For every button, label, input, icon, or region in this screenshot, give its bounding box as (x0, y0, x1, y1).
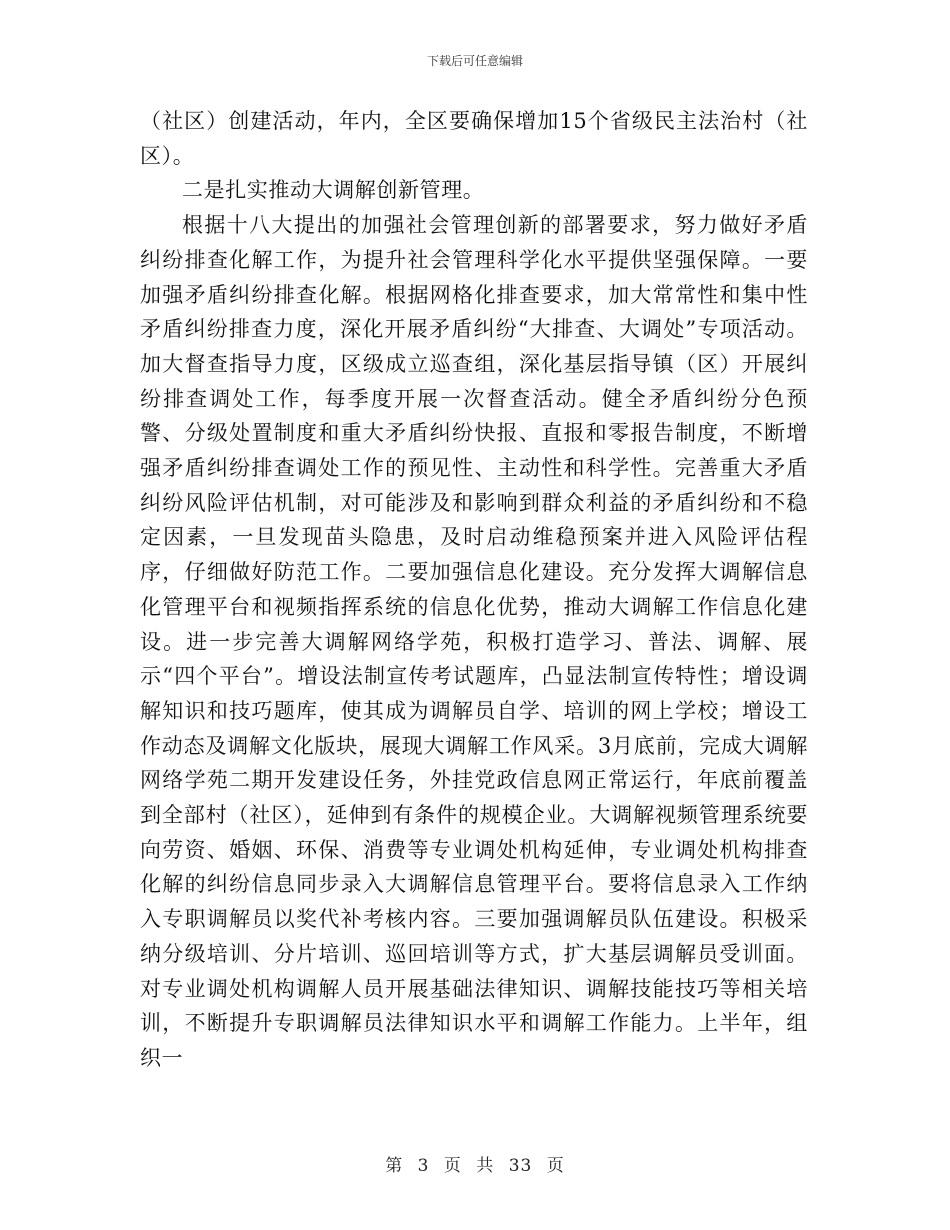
paragraph-section-heading: 二是扎实推动大调解创新管理。 (182, 178, 485, 203)
paragraph-main: 根据十八大提出的加强社会管理创新的部署要求，努力做好矛盾纠纷排查化解工作，为提升社会管理科学化水平提供坚强保障。一要加强矛盾纠纷排查化解。根据网格化排查要求，加大常常性和集中性矛盾纠纷排查力度，深化开展矛盾纠纷“大排查、大调处”专项活动。加大督查指导力度，区级成立巡查组，深化基层指导镇（区）开展纠纷排查调处工作，每季度开展一次督查活动。健全矛盾纠纷分色预警、分级处置制度和重大矛盾纠纷快报、直报和零报告制度，不断增强矛盾纠纷排查调处工作的预见性、主动性和科学性。完善重大矛盾纠纷风险评估机制，对可能涉及和影响到群众利益的矛盾纠纷和不稳定因素，一旦发现苗头隐患，及时启动维稳预案并进入风险评估程序，仔细做好防范工作。二要加强信息化建设。充分发挥大调解信息化管理平台和视频指挥系统的信息化优势，推动大调解工作信息化建设。进一步完善大调解网络学苑，积极打造学习、普法、调解、展示“四个平台”。增设法制宣传考试题库，凸显法制宣传特性；增设调解知识和技巧题库，使其成为调解员自学、培训的网上学校；增设工作动态及调解文化版块，展现大调解工作风采。3月底前，完成大调解网络学苑二期开发建设任务，外挂党政信息网正常运行，年底前覆盖到全部村（社区），延伸到有条件的规模企业。大调解视频管理系统要向劳资、婚姻、环保、消费等专业调处机构延伸，专业调处机构排查化解的纠纷信息同步录入大调解信息管理平台。要将信息录入工作纳入专职调解员以奖代补考核内容。三要加强调解员队伍建设。积极采纳分级培训、分片培训、巡回培训等方式，扩大基层调解员受训面。对专业调处机构调解人员开展基础法律知识、调解技能技巧等相关培训，不断提升专职调解员法律知识水平和调解工作能力。上半年，组织一 (140, 213, 808, 1070)
header-note: 下载后可任意编辑 (426, 54, 523, 68)
footer-total-pages: 33 (508, 1156, 533, 1176)
page-header (0, 52, 950, 69)
footer-total-word: 共 (476, 1156, 495, 1176)
footer-page-word: 页 (443, 1156, 462, 1176)
document-body (140, 104, 808, 1076)
page-footer (0, 1151, 950, 1176)
footer-prefix: 第 (385, 1156, 404, 1176)
footer-page-number: 3 (417, 1156, 430, 1176)
paragraph-continuation: （社区）创建活动，年内，全区要确保增加15个省级民主法治村（社区）。 (140, 109, 808, 168)
footer-suffix: 页 (546, 1156, 565, 1176)
